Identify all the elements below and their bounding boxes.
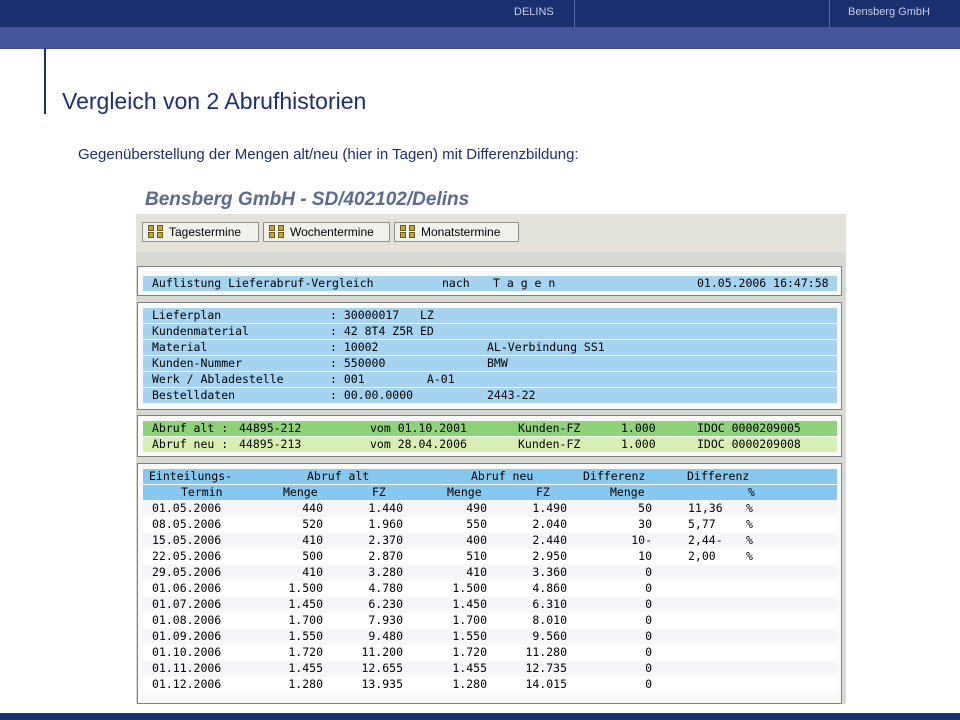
header-fz-alt: FZ <box>372 485 386 499</box>
monatstermine-button[interactable] <box>394 222 519 242</box>
table-row <box>143 677 837 692</box>
menge-neu-cell: 410 <box>466 565 487 579</box>
info-label: Material <box>152 340 208 354</box>
termin-cell: 01.07.2006 <box>152 597 222 611</box>
menge-diff-cell: 0 <box>645 677 652 691</box>
percent-sign-cell: % <box>746 533 753 547</box>
menge-alt-cell: 520 <box>302 517 323 531</box>
info-row <box>143 356 837 371</box>
fz-neu-cell: 8.010 <box>532 613 567 627</box>
menge-neu-cell: 1.500 <box>452 581 487 595</box>
header-abruf-neu: Abruf neu <box>471 469 534 483</box>
abruf-panel <box>137 415 842 457</box>
fz-alt-cell: 7.930 <box>368 613 403 627</box>
abruf-label: Abruf alt : <box>152 421 229 435</box>
menge-neu-cell: 1.450 <box>452 597 487 611</box>
menge-diff-cell: 30 <box>638 517 652 531</box>
fz-alt-cell: 12.655 <box>361 661 403 675</box>
menge-neu-cell: 550 <box>466 517 487 531</box>
header-menge-neu: Menge <box>447 485 482 499</box>
table-row <box>143 549 837 564</box>
menge-alt-cell: 1.550 <box>288 629 323 643</box>
abruf-label: Abruf neu : <box>152 437 229 451</box>
info-panel <box>137 302 842 410</box>
hierarchy-icon <box>268 225 286 239</box>
info-row <box>143 308 837 323</box>
info-extra: 2443-22 <box>487 388 536 402</box>
menge-alt-cell: 1.500 <box>288 581 323 595</box>
menge-alt-cell: 410 <box>302 565 323 579</box>
termin-cell: 01.06.2006 <box>152 581 222 595</box>
menge-alt-cell: 500 <box>302 549 323 563</box>
percent-diff-cell: 2,00 <box>688 549 716 563</box>
table-header-row-2 <box>143 485 837 500</box>
wochentermine-button[interactable] <box>263 222 390 242</box>
fz-neu-cell: 12.735 <box>525 661 567 675</box>
info-row <box>143 324 837 339</box>
table-row <box>143 501 837 516</box>
sap-screen-header: Bensberg GmbH - SD/402102/Delins <box>145 189 470 210</box>
info-row <box>143 388 837 403</box>
termin-cell: 01.10.2006 <box>152 645 222 659</box>
fz-neu-cell: 9.560 <box>532 629 567 643</box>
listing-mode: T a g e n <box>493 276 556 290</box>
info-value: : 550000 <box>330 356 386 370</box>
header-abruf-alt: Abruf alt <box>307 469 370 483</box>
percent-sign-cell: % <box>746 517 753 531</box>
banner-center-text: DELINS <box>514 6 554 18</box>
table-row <box>143 517 837 532</box>
info-label: Lieferplan <box>152 308 222 322</box>
info-extra: BMW <box>487 356 508 370</box>
fz-alt-cell: 2.370 <box>368 533 403 547</box>
percent-sign-cell: % <box>746 549 753 563</box>
menge-alt-cell: 410 <box>302 533 323 547</box>
hierarchy-icon <box>399 225 417 239</box>
hierarchy-icon <box>147 225 165 239</box>
menge-diff-cell: 10 <box>638 549 652 563</box>
menge-alt-cell: 440 <box>302 501 323 515</box>
info-extra: AL-Verbindung SS1 <box>487 340 605 354</box>
menge-diff-cell: 0 <box>645 581 652 595</box>
abruf-fz-label: Kunden-FZ <box>518 421 581 435</box>
fz-neu-cell: 11.280 <box>525 645 567 659</box>
header-menge-diff: Menge <box>610 485 645 499</box>
info-value: : 30000017 LZ <box>330 308 434 322</box>
header-differenz-menge: Differenz <box>583 469 646 483</box>
header-termin: Termin <box>181 485 223 499</box>
info-value: : 10002 <box>330 340 379 354</box>
fz-alt-cell: 11.200 <box>361 645 403 659</box>
menge-neu-cell: 1.550 <box>452 629 487 643</box>
table-row <box>143 661 837 676</box>
slide-subtitle: Gegenüberstellung der Mengen alt/neu (hier in Tagen) mit Differenzbildung: <box>78 146 579 163</box>
fz-neu-cell: 4.860 <box>532 581 567 595</box>
fz-alt-cell: 3.280 <box>368 565 403 579</box>
header-differenz-pct: Differenz <box>687 469 750 483</box>
info-value: : 42 8T4 Z5R ED <box>330 324 434 338</box>
listing-nach: nach <box>442 276 470 290</box>
accent-line <box>44 48 46 114</box>
menge-diff-cell: 0 <box>645 597 652 611</box>
menge-diff-cell: 0 <box>645 613 652 627</box>
termin-cell: 08.05.2006 <box>152 517 222 531</box>
abruf-number: 44895-213 <box>239 437 302 451</box>
menge-neu-cell: 1.700 <box>452 613 487 627</box>
info-label: Kundenmaterial <box>152 324 249 338</box>
listing-timestamp: 01.05.2006 16:47:58 <box>697 276 829 290</box>
bottom-bar <box>0 713 960 720</box>
banner-divider <box>829 0 830 27</box>
abruf-fz: 1.000 <box>621 437 656 451</box>
monatstermine-label: Monatstermine <box>421 225 501 239</box>
fz-neu-cell: 2.440 <box>532 533 567 547</box>
menge-diff-cell: 0 <box>645 645 652 659</box>
fz-neu-cell: 2.950 <box>532 549 567 563</box>
termin-cell: 01.11.2006 <box>152 661 222 675</box>
abruf-fz: 1.000 <box>621 421 656 435</box>
percent-diff-cell: 5,77 <box>688 517 716 531</box>
fz-neu-cell: 14.015 <box>525 677 567 691</box>
abruf-date: vom 28.04.2006 <box>370 437 467 451</box>
percent-diff-cell: 11,36 <box>688 501 723 515</box>
listing-title-row <box>143 276 837 291</box>
fz-neu-cell: 6.310 <box>532 597 567 611</box>
sap-window <box>136 214 846 704</box>
slide-title: Vergleich von 2 Abrufhistorien <box>62 88 367 114</box>
menge-neu-cell: 1.455 <box>452 661 487 675</box>
info-row <box>143 372 837 387</box>
table-row <box>143 597 837 612</box>
termin-cell: 01.05.2006 <box>152 501 222 515</box>
menge-diff-cell: 0 <box>645 661 652 675</box>
fz-neu-cell: 1.490 <box>532 501 567 515</box>
abruf-alt-row <box>143 421 837 436</box>
listing-title: Auflistung Lieferabruf-Vergleich <box>152 276 374 290</box>
info-label: Kunden-Nummer <box>152 356 243 370</box>
abruf-fz-label: Kunden-FZ <box>518 437 581 451</box>
table-row <box>143 565 837 580</box>
menge-alt-cell: 1.280 <box>288 677 323 691</box>
percent-diff-cell: 2,44- <box>688 533 723 547</box>
fz-alt-cell: 2.870 <box>368 549 403 563</box>
abruf-neu-row <box>143 437 837 452</box>
table-row <box>143 645 837 660</box>
menge-alt-cell: 1.720 <box>288 645 323 659</box>
table-row <box>143 629 837 644</box>
menge-diff-cell: 0 <box>645 629 652 643</box>
banner-divider <box>574 0 575 27</box>
menge-diff-cell: 10- <box>631 533 652 547</box>
header-fz-neu: FZ <box>536 485 550 499</box>
menge-alt-cell: 1.450 <box>288 597 323 611</box>
info-value: : 001 A-01 <box>330 372 455 386</box>
abruf-idoc: IDOC 0000209005 <box>697 421 801 435</box>
wochentermine-label: Wochentermine <box>290 225 374 239</box>
info-row <box>143 340 837 355</box>
fz-alt-cell: 1.960 <box>368 517 403 531</box>
sap-toolbar <box>136 214 846 252</box>
info-label: Werk / Abladestelle <box>152 372 284 386</box>
info-label: Bestelldaten <box>152 388 236 402</box>
menge-neu-cell: 400 <box>466 533 487 547</box>
info-value: : 00.00.0000 <box>330 388 414 402</box>
table-row <box>143 613 837 628</box>
fz-neu-cell: 2.040 <box>532 517 567 531</box>
termin-cell: 22.05.2006 <box>152 549 222 563</box>
menge-neu-cell: 490 <box>466 501 487 515</box>
abruf-number: 44895-212 <box>239 421 302 435</box>
fz-alt-cell: 6.230 <box>368 597 403 611</box>
termin-cell: 01.12.2006 <box>152 677 222 691</box>
header-einteilung: Einteilungs- <box>149 469 233 483</box>
fz-alt-cell: 1.440 <box>368 501 403 515</box>
banner-subbar <box>0 27 960 49</box>
termin-cell: 01.08.2006 <box>152 613 222 627</box>
fz-alt-cell: 4.780 <box>368 581 403 595</box>
percent-sign-cell: % <box>746 501 753 515</box>
top-banner <box>0 0 960 27</box>
table-header-row-1 <box>143 469 837 484</box>
fz-alt-cell: 9.480 <box>368 629 403 643</box>
tagestermine-button[interactable] <box>142 222 259 242</box>
menge-alt-cell: 1.455 <box>288 661 323 675</box>
listing-title-panel <box>137 266 842 296</box>
header-percent: % <box>748 485 755 499</box>
termin-cell: 01.09.2006 <box>152 629 222 643</box>
tagestermine-label: Tagestermine <box>169 225 242 239</box>
termin-cell: 15.05.2006 <box>152 533 222 547</box>
menge-neu-cell: 1.720 <box>452 645 487 659</box>
header-menge-alt: Menge <box>283 485 318 499</box>
table-row <box>143 581 837 596</box>
menge-alt-cell: 1.700 <box>288 613 323 627</box>
termin-cell: 29.05.2006 <box>152 565 222 579</box>
menge-diff-cell: 50 <box>638 501 652 515</box>
abruf-idoc: IDOC 0000209008 <box>697 437 801 451</box>
menge-neu-cell: 1.280 <box>452 677 487 691</box>
menge-neu-cell: 510 <box>466 549 487 563</box>
banner-company-text: Bensberg GmbH <box>848 6 930 18</box>
menge-diff-cell: 0 <box>645 565 652 579</box>
abruf-date: vom 01.10.2001 <box>370 421 467 435</box>
comparison-table <box>137 463 842 704</box>
table-row <box>143 533 837 548</box>
fz-neu-cell: 3.360 <box>532 565 567 579</box>
fz-alt-cell: 13.935 <box>361 677 403 691</box>
